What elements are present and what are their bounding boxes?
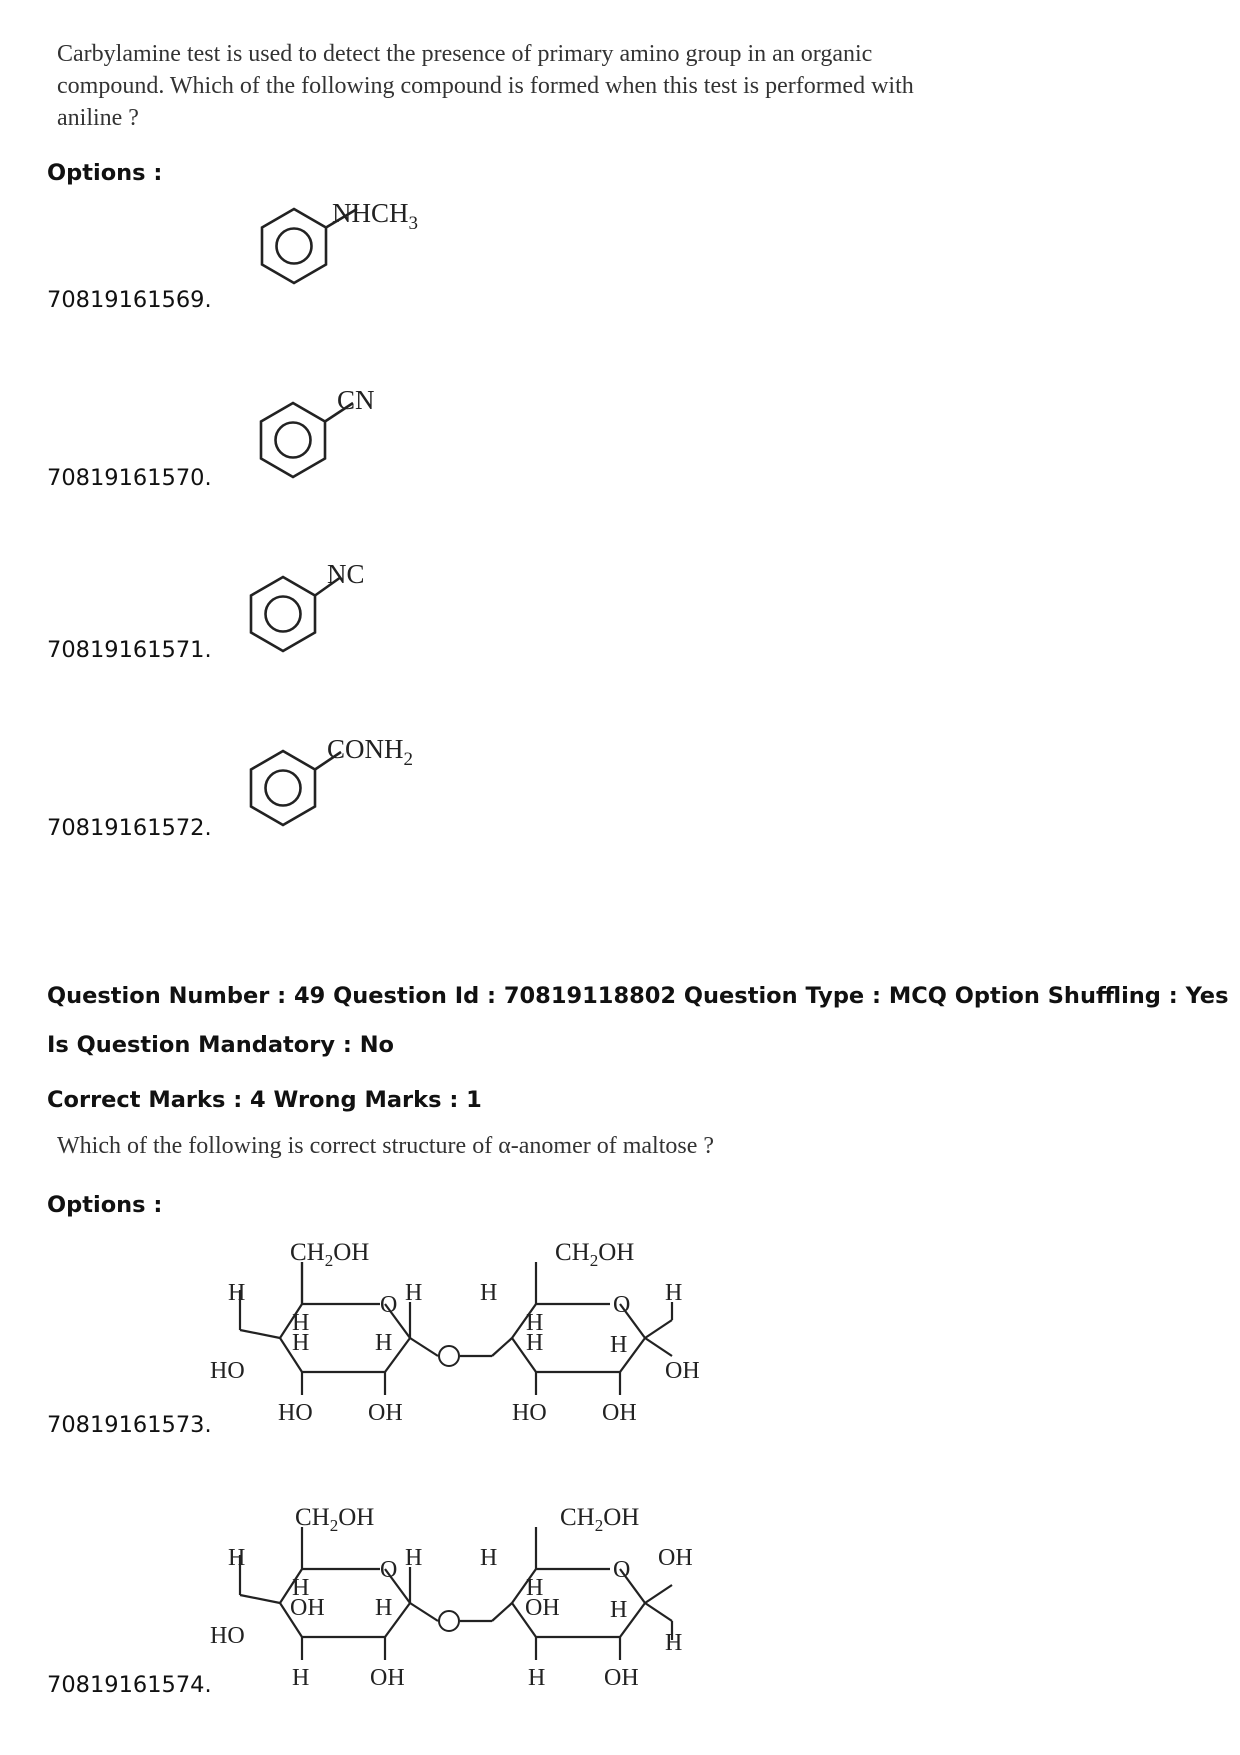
option-id: 70819161573. [47, 1412, 212, 1438]
oh-label: OH [525, 1595, 560, 1621]
ring-oxygen-label: O [380, 1292, 398, 1318]
h-label: H [480, 1545, 498, 1571]
h-label: H [292, 1310, 310, 1336]
option-structure-nc [215, 555, 455, 665]
h-label: H [665, 1630, 683, 1656]
option-id: 70819161572. [47, 815, 212, 841]
ring-oxygen-label: O [613, 1557, 631, 1583]
options-label-q48: Options : [47, 160, 163, 186]
h-label: H [375, 1595, 393, 1621]
h-label: H [375, 1330, 393, 1356]
ch2oh-label: $CH_2OH$ [560, 1504, 640, 1535]
ring-oxygen-label: O [380, 1557, 398, 1583]
mandatory-info: Is Question Mandatory : No [47, 1032, 394, 1058]
substituent-label: CN [337, 385, 375, 415]
option-id: 70819161571. [47, 637, 212, 663]
h-label: H [528, 1665, 546, 1691]
ch2oh-label: $CH_2OH$ [555, 1239, 635, 1270]
question-48-text [57, 38, 957, 134]
h-label: H [405, 1280, 423, 1306]
h-label: H [292, 1575, 310, 1601]
h-label: H [526, 1310, 544, 1336]
option-structure-nhch3 [225, 200, 465, 310]
marks-info: Correct Marks : 4 Wrong Marks : 1 [47, 1087, 482, 1113]
option-structure-cn [225, 380, 465, 490]
h-label: H [405, 1545, 423, 1571]
ho-label: HO [210, 1358, 245, 1384]
oh-label: OH [370, 1665, 405, 1691]
oh-label: OH [368, 1400, 403, 1426]
option-structure-maltose-2 [210, 1495, 790, 1715]
h-label: H [610, 1332, 628, 1358]
h-label: H [228, 1280, 246, 1306]
ho-label: HO [512, 1400, 547, 1426]
substituent-label: NC [327, 559, 365, 589]
oh-label: OH [290, 1595, 325, 1621]
h-label: H [665, 1280, 683, 1306]
question-header: Question Number : 49 Question Id : 70819118802 Question Type : MCQ Option Shuffling : Yes [47, 983, 1229, 1009]
h-label: H [526, 1575, 544, 1601]
oh-label: OH [602, 1400, 637, 1426]
ch2oh-label: $CH_2OH$ [295, 1504, 375, 1535]
ring-oxygen-label: O [613, 1292, 631, 1318]
options-label-q49: Options : [47, 1192, 163, 1218]
question-text-line: aniline ? [57, 105, 139, 131]
option-structure-maltose-1 [210, 1230, 790, 1450]
oh-label: OH [665, 1358, 700, 1384]
option-id: 70819161569. [47, 287, 212, 313]
question-text-line: Carbylamine test is used to detect the presence of primary amino group in an organic [57, 41, 873, 67]
option-id: 70819161570. [47, 465, 212, 491]
h-label: H [610, 1597, 628, 1623]
substituent-label: $CONH_2$ [327, 734, 414, 770]
h-label: H [526, 1330, 544, 1356]
ch2oh-label: $CH_2OH$ [290, 1239, 370, 1270]
oh-label: OH [604, 1665, 639, 1691]
h-label: H [292, 1665, 310, 1691]
question-49-text: Which of the following is correct structure of α-anomer of maltose ? [57, 1133, 715, 1159]
h-label: H [480, 1280, 498, 1306]
question-text-line: compound. Which of the following compound is formed when this test is performed with [57, 73, 914, 99]
h-label: H [228, 1545, 246, 1571]
option-id: 70819161574. [47, 1672, 212, 1698]
oh-label: OH [658, 1545, 693, 1571]
substituent-label: $NHCH_3$ [332, 200, 419, 234]
ho-label: HO [210, 1623, 245, 1649]
h-label: H [292, 1330, 310, 1356]
option-structure-conh2 [215, 730, 455, 840]
ho-label: HO [278, 1400, 313, 1426]
